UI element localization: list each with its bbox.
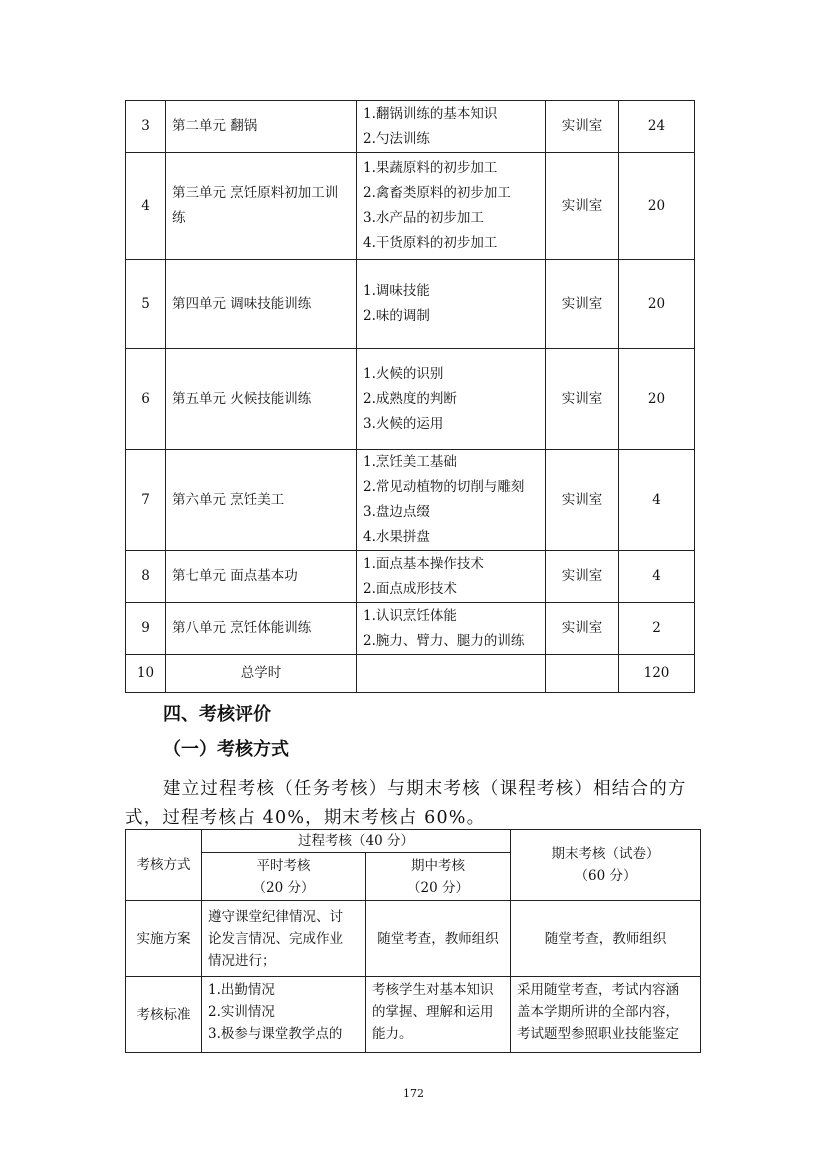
standard-midterm-line: 的掌握、理解和运用 (372, 1004, 494, 1020)
unit-item: 2.常见动植物的切削与雕刻 (363, 479, 525, 495)
standard-final-line: 考试题型参照职业技能鉴定 (517, 1026, 680, 1042)
unit-item: 1.面点基本操作技术 (363, 555, 484, 572)
unit-number: 4 (126, 153, 166, 260)
total-row (126, 655, 695, 693)
unit-place: 实训室 (546, 349, 619, 450)
unit-place: 实训室 (546, 603, 619, 655)
unit-item: 2.腕力、臂力、腿力的训练 (363, 632, 525, 649)
regular-score: （20 分） (252, 879, 315, 896)
unit-place: 实训室 (546, 551, 619, 603)
unit-item: 1.火候的识别 (363, 365, 444, 382)
unit-number: 5 (126, 260, 166, 349)
unit-items (357, 101, 546, 153)
unit-item: 4.干货原料的初步加工 (363, 235, 498, 251)
unit-item: 2.味的调制 (363, 308, 430, 324)
total-label: 总学时 (166, 655, 357, 693)
unit-name: 第七单元 面点基本功 (166, 551, 357, 603)
standard-final-line: 采用随堂考查，考试内容涵 (517, 982, 680, 998)
regular-title: 平时考核 (256, 857, 311, 874)
unit-number: 8 (126, 551, 166, 603)
standard-midterm-line: 能力。 (372, 1026, 413, 1042)
total-place-empty (546, 655, 619, 693)
midterm-title: 期中考核 (411, 857, 465, 874)
unit-hours: 4 (619, 450, 695, 551)
unit-place: 实训室 (546, 101, 619, 153)
units-row (126, 260, 695, 349)
unit-item: 2.成熟度的判断 (363, 390, 457, 407)
final-header (511, 830, 701, 901)
standard-final (511, 977, 701, 1053)
unit-item: 2.勺法训练 (363, 130, 430, 147)
unit-place: 实训室 (546, 260, 619, 349)
midterm-header (366, 853, 511, 901)
standard-midterm-line: 考核学生对基本知识 (372, 982, 494, 998)
unit-item: 4.水果拼盘 (363, 529, 430, 545)
plan-final: 随堂考查，教师组织 (511, 901, 701, 977)
process-header: 过程考核（40 分） (202, 830, 511, 853)
standard-regular-line: 2.实训情况 (208, 1004, 275, 1020)
section-heading: 四、考核评价 (163, 704, 271, 725)
assessment-table (125, 829, 701, 1053)
standard-midterm (366, 977, 511, 1053)
units-row (126, 551, 695, 603)
unit-item: 1.烹饪美工基础 (363, 454, 457, 470)
unit-item: 3.火候的运用 (363, 415, 444, 432)
unit-item: 2.面点成形技术 (363, 580, 457, 597)
unit-hours: 2 (619, 603, 695, 655)
unit-place: 实训室 (546, 450, 619, 551)
unit-items (357, 260, 546, 349)
unit-items (357, 603, 546, 655)
corner-cell: 考核方式 (126, 830, 202, 901)
units-row (126, 349, 695, 450)
unit-item: 1.认识烹饪体能 (363, 607, 457, 624)
standard-final-line: 盖本学期所讲的全部内容， (517, 1004, 680, 1020)
unit-items (357, 551, 546, 603)
unit-name: 第四单元 调味技能训练 (166, 260, 357, 349)
unit-hours: 20 (619, 260, 695, 349)
final-title: 期末考核（试卷） (551, 846, 660, 862)
total-hours: 120 (619, 655, 695, 693)
unit-name: 第八单元 烹饪体能训练 (166, 603, 357, 655)
plan-regular-line: 论发言情况、完成作业 (208, 930, 343, 947)
subsection-heading: （一）考核方式 (163, 739, 289, 760)
plan-label: 实施方案 (126, 901, 202, 977)
unit-name: 第二单元 翻锅 (166, 101, 357, 153)
plan-regular-line: 遵守课堂纪律情况、讨 (208, 908, 343, 925)
units-row (126, 450, 695, 551)
unit-items (357, 349, 546, 450)
units-table (125, 100, 695, 693)
unit-item: 1.翻锅训练的基本知识 (363, 105, 498, 122)
final-score: （60 分） (574, 868, 637, 884)
unit-name: 第六单元 烹饪美工 (166, 450, 357, 551)
midterm-score: （20 分） (407, 879, 469, 896)
standard-regular-line: 1.出勤情况 (208, 982, 275, 998)
units-row (126, 153, 695, 260)
page-number: 172 (403, 1087, 424, 1100)
unit-items (357, 153, 546, 260)
unit-items (357, 450, 546, 551)
unit-hours: 20 (619, 349, 695, 450)
unit-name: 第三单元 烹饪原料初加工训练 (166, 153, 357, 260)
units-row (126, 101, 695, 153)
unit-place: 实训室 (546, 153, 619, 260)
total-number: 10 (126, 655, 166, 693)
unit-number: 9 (126, 603, 166, 655)
unit-hours: 24 (619, 101, 695, 153)
unit-hours: 4 (619, 551, 695, 603)
unit-item: 3.盘边点缀 (363, 504, 430, 520)
regular-header (202, 853, 366, 901)
unit-hours: 20 (619, 153, 695, 260)
standard-regular (202, 977, 366, 1053)
plan-regular-line: 情况进行； (208, 952, 276, 969)
total-items-empty (357, 655, 546, 693)
unit-item: 1.调味技能 (363, 283, 430, 299)
unit-name: 第五单元 火候技能训练 (166, 349, 357, 450)
plan-midterm: 随堂考查，教师组织 (366, 901, 511, 977)
standard-regular-line: 3.极参与课堂教学点的 (208, 1026, 343, 1042)
paragraph-line-1: 建立过程考核（任务考核）与期末考核（课程考核）相结合的方 (163, 779, 687, 799)
unit-item: 1.果蔬原料的初步加工 (363, 160, 498, 176)
unit-number: 3 (126, 101, 166, 153)
standard-label: 考核标准 (126, 977, 202, 1053)
unit-number: 6 (126, 349, 166, 450)
units-row (126, 603, 695, 655)
plan-regular (202, 901, 366, 977)
unit-item: 2.禽畜类原料的初步加工 (363, 185, 511, 201)
unit-item: 3.水产品的初步加工 (363, 210, 484, 226)
unit-number: 7 (126, 450, 166, 551)
paragraph-line-2: 式，过程考核占 40%，期末考核占 60%。 (125, 808, 486, 828)
